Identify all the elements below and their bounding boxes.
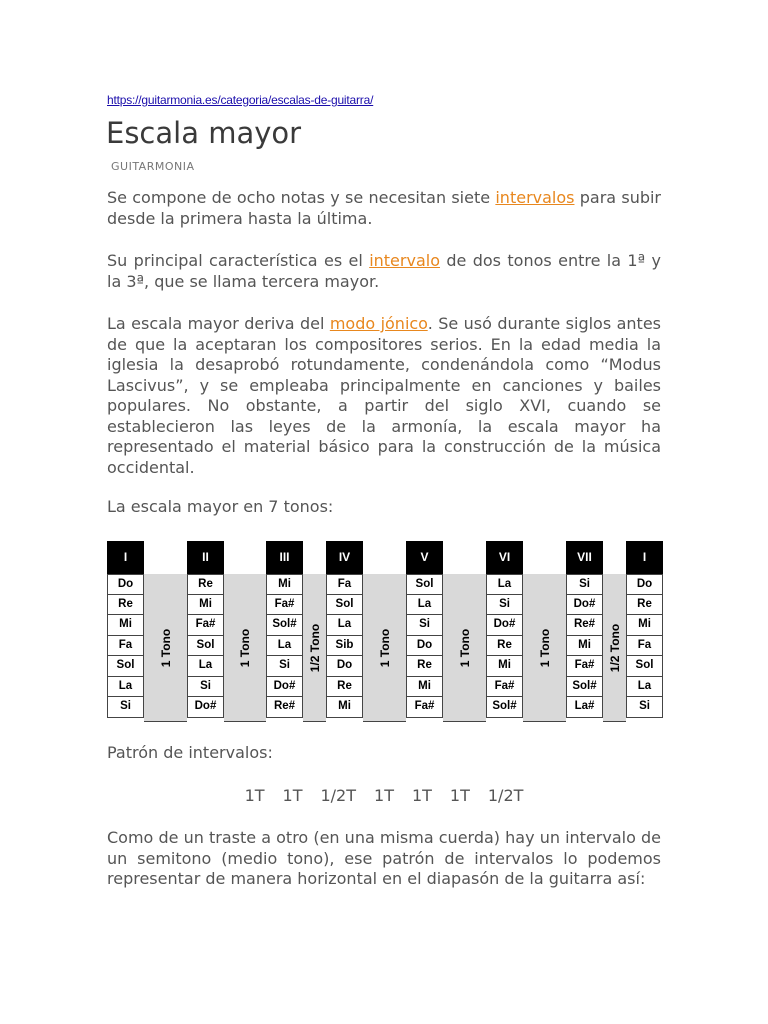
scale-degree-header: VI — [486, 541, 523, 574]
pattern-step: 1T — [411, 786, 432, 805]
interval-gap — [144, 574, 187, 722]
scale-note-cell: Do# — [566, 595, 603, 616]
interval-label: 1 Tono — [537, 628, 552, 667]
scale-note-cell: La# — [566, 697, 603, 718]
scale-note-cell: Fa# — [486, 677, 523, 698]
scale-note-cell: Fa# — [406, 697, 443, 718]
link-intervalos[interactable]: intervalos — [495, 188, 575, 207]
scale-note-cell: Re — [107, 595, 144, 616]
pattern-step: 1T — [374, 786, 394, 805]
scale-degree-column — [486, 541, 523, 722]
scale-note-cell: Fa# — [266, 595, 303, 616]
scale-degree-column — [626, 541, 663, 722]
scale-degree-header: II — [187, 541, 224, 574]
scale-note-cell: La — [486, 574, 523, 595]
scale-note-cell: Re# — [566, 615, 603, 636]
scale-note-cell: Mi — [566, 636, 603, 657]
scale-note-cell: Si — [566, 574, 603, 595]
pattern-step: 1T — [244, 786, 265, 805]
scale-note-cell: Sol# — [566, 677, 603, 698]
scale-degree-column — [266, 541, 303, 722]
paragraph-3-text-b: . Se usó durante siglos antes de que la aceptaran los compositores serios. En la edad media la iglesia la desaprobó rotundamente, condenándola como “Modus Lascivus”, y se empleaba principalmente en canciones y bailes populares. No obstante, a partir del siglo XVI, cuando se establecieron las leyes de la armonía, la escala mayor ha representado el material básico para la construcción de la música occidental. — [107, 314, 662, 477]
author-label: GUITARMONIA — [111, 160, 195, 173]
paragraph-2-text-b: de dos tonos entre la 1ª y la 3ª, que se llama tercera mayor. — [107, 251, 661, 291]
paragraph-1 — [107, 188, 661, 229]
paragraph-4: Como de un traste a otro (en una misma cuerda) hay un intervalo de un semitono (medio tono), ese patrón de intervalos lo podemos representar de manera horizontal en el diapasón de la guitarra así: — [107, 828, 661, 888]
scale-degree-column — [107, 541, 144, 722]
interval-gap — [443, 574, 486, 722]
scale-note-cell: La — [626, 677, 663, 698]
scale-note-cell: Si — [406, 615, 443, 636]
scale-note-cell: Fa# — [566, 656, 603, 677]
scale-intro: La escala mayor en 7 tonos: — [107, 497, 334, 516]
scale-degree-column — [187, 541, 224, 722]
scale-degree-header: V — [406, 541, 443, 574]
interval-gap — [523, 574, 566, 722]
major-scale-table — [107, 541, 662, 722]
scale-note-cell: Sib — [326, 636, 363, 657]
scale-note-cell: Fa# — [187, 615, 224, 636]
scale-note-cell: Sol — [187, 636, 224, 657]
scale-note-cell: Re — [626, 595, 663, 616]
scale-note-cell: Sol# — [266, 615, 303, 636]
scale-note-cell: Sol — [626, 656, 663, 677]
scale-note-cell: Do — [626, 574, 663, 595]
scale-note-cell: La — [406, 595, 443, 616]
scale-note-cell: La — [326, 615, 363, 636]
paragraph-1-text-b: para subir desde la primera hasta la última. — [107, 188, 662, 228]
scale-note-cell: Sol# — [486, 697, 523, 718]
scale-note-cell: Mi — [406, 677, 443, 698]
scale-note-cell: Re — [326, 677, 363, 698]
pattern-step: 1/2T — [320, 786, 357, 805]
link-modo-jonico[interactable]: modo jónico — [329, 314, 428, 333]
scale-note-cell: Do# — [187, 697, 224, 718]
interval-gap — [224, 574, 266, 722]
source-url-link[interactable]: https://guitarmonia.es/categoria/escalas-de-guitarra/ — [107, 93, 374, 107]
interval-label: 1 Tono — [457, 628, 472, 667]
pattern-step: 1T — [282, 786, 303, 805]
scale-note-cell: La — [187, 656, 224, 677]
scale-note-cell: Re — [187, 574, 224, 595]
scale-note-cell: La — [107, 677, 144, 698]
pattern-step: 1T — [449, 786, 470, 805]
scale-note-cell: Re# — [266, 697, 303, 718]
pattern-step: 1/2T — [487, 786, 524, 805]
link-intervalo[interactable]: intervalo — [369, 251, 440, 270]
scale-note-cell: Mi — [107, 615, 144, 636]
interval-label: 1/2 Tono — [307, 623, 322, 672]
scale-note-cell: Mi — [626, 615, 663, 636]
scale-note-cell: Do — [107, 574, 144, 595]
interval-gap — [603, 574, 626, 722]
scale-degree-header: I — [626, 541, 663, 574]
scale-note-cell: Si — [187, 677, 224, 698]
interval-gap — [303, 574, 326, 722]
scale-note-cell: Mi — [187, 595, 224, 616]
scale-note-cell: Mi — [266, 574, 303, 595]
scale-degree-header: VII — [566, 541, 603, 574]
scale-note-cell: Fa — [626, 636, 663, 657]
scale-note-cell: Do# — [486, 615, 523, 636]
scale-note-cell: Re — [486, 636, 523, 657]
scale-note-cell: Mi — [326, 697, 363, 718]
interval-label: 1 Tono — [158, 628, 173, 667]
scale-note-cell: Do — [326, 656, 363, 677]
interval-label: 1/2 Tono — [607, 623, 622, 672]
scale-note-cell: Sol — [406, 574, 443, 595]
scale-note-cell: Re — [406, 656, 443, 677]
paragraph-1-text-a: Se compone de ocho notas y se necesitan siete — [107, 188, 496, 207]
interval-label: 1 Tono — [238, 628, 252, 667]
paragraph-3 — [107, 314, 661, 478]
scale-note-cell: Sol — [107, 656, 144, 677]
interval-pattern — [0, 786, 768, 805]
scale-note-cell: Si — [266, 656, 303, 677]
scale-note-cell: Do — [406, 636, 443, 657]
scale-degree-column — [326, 541, 363, 722]
pattern-heading: Patrón de intervalos: — [107, 743, 273, 762]
paragraph-2-text-a: Su principal característica es el — [107, 251, 370, 270]
page-title: Escala mayor — [106, 116, 302, 150]
scale-note-cell: Do# — [266, 677, 303, 698]
paragraph-3-text-a: La escala mayor deriva del — [107, 314, 330, 333]
interval-label: 1 Tono — [377, 628, 392, 667]
scale-note-cell: Fa — [107, 636, 144, 657]
scale-degree-column — [406, 541, 443, 722]
scale-degree-column — [566, 541, 603, 722]
scale-note-cell: La — [266, 636, 303, 657]
scale-degree-header: I — [107, 541, 144, 574]
paragraph-2 — [107, 251, 661, 292]
scale-degree-header: IV — [326, 541, 363, 574]
scale-degree-header: III — [266, 541, 303, 574]
scale-note-cell: Si — [107, 697, 144, 718]
scale-note-cell: Sol — [326, 595, 363, 616]
scale-note-cell: Si — [626, 697, 663, 718]
scale-note-cell: Si — [486, 595, 523, 616]
scale-note-cell: Fa — [326, 574, 363, 595]
scale-note-cell: Mi — [486, 656, 523, 677]
interval-gap — [363, 574, 406, 722]
